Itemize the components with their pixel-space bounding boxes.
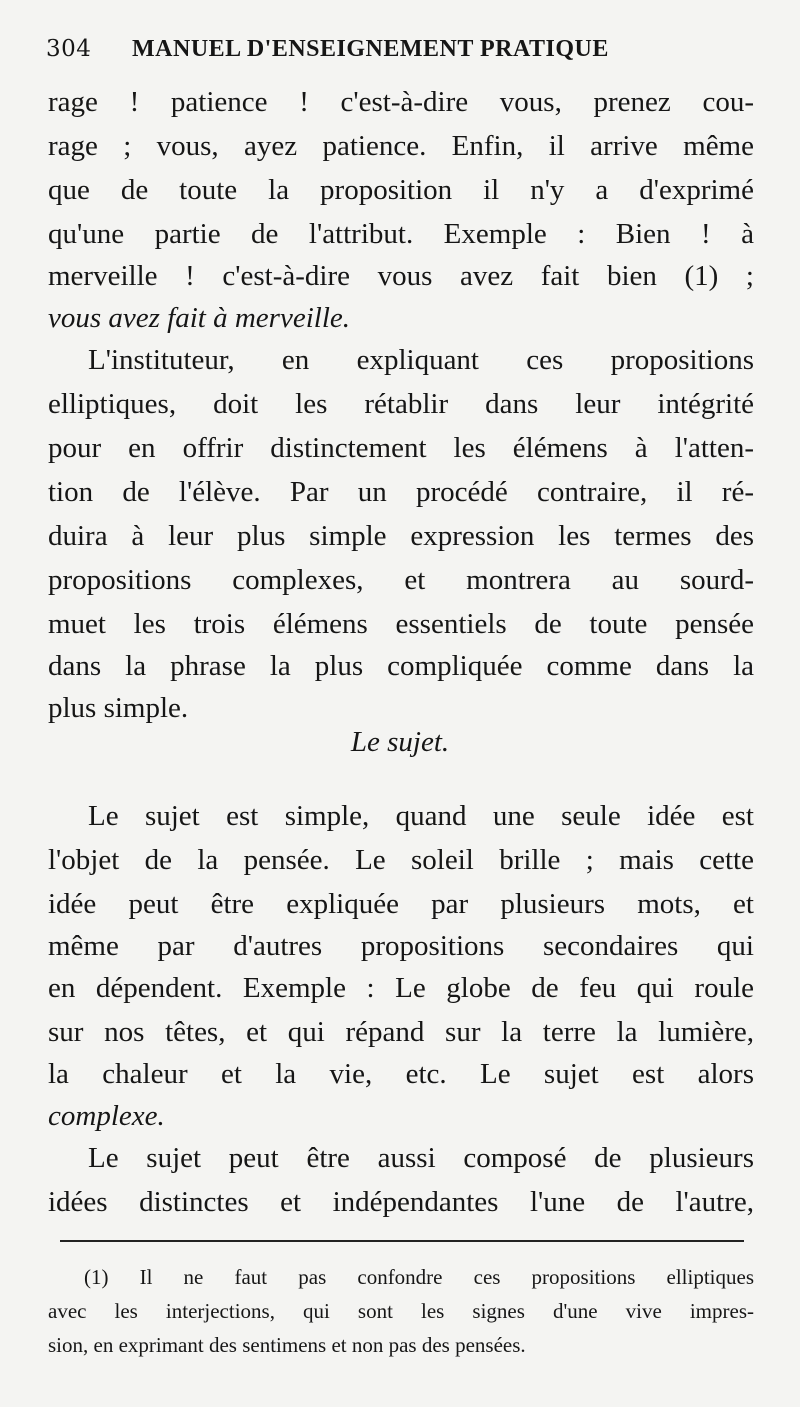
- text-line: vous avez fait à merveille.: [48, 302, 350, 334]
- text-line: sur nos têtes, et qui répand sur la terre la lumière,: [48, 1016, 754, 1048]
- running-header: [46, 36, 746, 76]
- text-line: que de toute la proposition il n'y a d'exprimé: [48, 174, 754, 206]
- text-line: Le sujet est simple, quand une seule idée est: [88, 800, 754, 832]
- text-line: Le sujet peut être aussi composé de plusieurs: [88, 1142, 754, 1174]
- text-line: rage ; vous, ayez patience. Enfin, il arrive même: [48, 130, 754, 162]
- text-line: idées distinctes et indépendantes l'une de l'autre,: [48, 1186, 754, 1218]
- text-line: rage ! patience ! c'est-à-dire vous, prenez cou-: [48, 86, 754, 118]
- text-line: dans la phrase la plus compliquée comme dans la: [48, 650, 754, 682]
- text-line: complexe.: [48, 1100, 165, 1132]
- text-line: muet les trois élémens essentiels de toute pensée: [48, 608, 754, 640]
- text-line: la chaleur et la vie, etc. Le sujet est alors: [48, 1058, 754, 1090]
- text-line: tion de l'élève. Par un procédé contraire, il ré-: [48, 476, 754, 508]
- text-line: pour en offrir distinctement les élémens à l'atten-: [48, 432, 754, 464]
- text-line: l'objet de la pensée. Le soleil brille ; mais cette: [48, 844, 754, 876]
- running-title: MANUEL D'ENSEIGNEMENT PRATIQUE: [132, 36, 609, 62]
- text-line: plus simple.: [48, 692, 189, 724]
- page-number: 304: [46, 36, 92, 62]
- text-line: propositions complexes, et montrera au sourd-: [48, 564, 754, 596]
- text-line: idée peut être expliquée par plusieurs mots, et: [48, 888, 754, 920]
- footnote-line: avec les interjections, qui sont les signes d'une vive impres-: [48, 1299, 754, 1323]
- text-line: même par d'autres propositions secondaires qui: [48, 930, 754, 962]
- text-line: elliptiques, doit les rétablir dans leur intégrité: [48, 388, 754, 420]
- footnote-line: sion, en exprimant des sentimens et non pas des pensées.: [48, 1333, 526, 1357]
- text-line: duira à leur plus simple expression les termes des: [48, 520, 754, 552]
- section-heading: Le sujet.: [350, 726, 450, 758]
- text-line: en dépendent. Exemple : Le globe de feu qui roule: [48, 972, 754, 1004]
- text-line: merveille ! c'est-à-dire vous avez fait bien (1) ;: [48, 260, 754, 292]
- footnote-line: (1) Il ne faut pas confondre ces propositions elliptiques: [84, 1265, 754, 1289]
- footnote-divider: [60, 1240, 744, 1242]
- text-line: L'instituteur, en expliquant ces propositions: [88, 344, 754, 376]
- text-line: qu'une partie de l'attribut. Exemple : Bien ! à: [48, 218, 754, 250]
